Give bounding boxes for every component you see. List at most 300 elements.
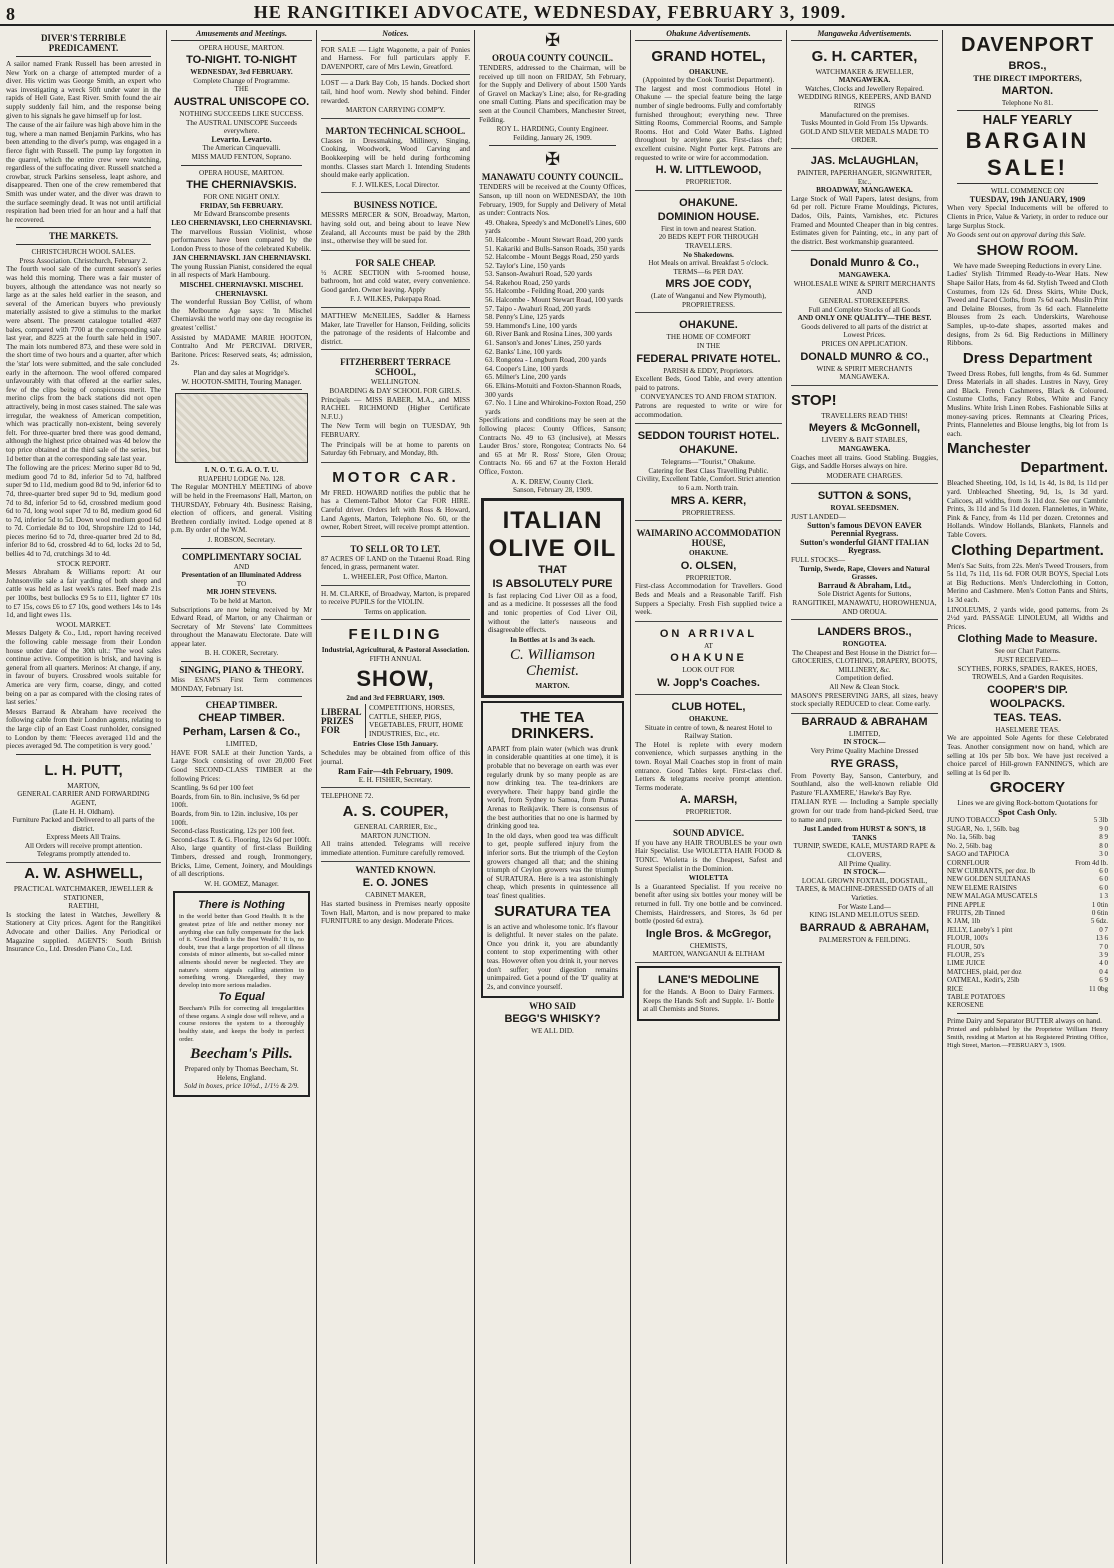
subscriptions-paragraph: Subscriptions are now being received by Mr Edward Read, of Marton, or any Chairman or Secretary of Mr Stevens' late Committees throughout the Manawatu Electorate. Date will appear later. <box>171 605 312 648</box>
stevens-name: MR JOHN STEVENS. <box>206 588 277 597</box>
oroua-heading: OROUA COUNTY COUNCIL. <box>492 53 613 63</box>
friday-date: FRIDAY, 5th FEBRUARY. <box>200 201 283 210</box>
sound-advice: SOUND ADVICE. <box>672 827 744 838</box>
contract-item: 66. Elkins-Motuiti and Foxton-Shannon Roads, 300 yards <box>485 382 622 399</box>
wine-merchants: WINE & SPIRIT MERCHANTS <box>816 364 913 373</box>
mclaughlan-trade: PAINTER, PAPERHANGER, SIGNWRITER, Etc., <box>797 168 932 186</box>
coker-signature: B. H. COKER, Secretary. <box>204 649 279 658</box>
barraud-name: Barraud & Abraham, Ltd., <box>818 580 911 590</box>
grocery-item <box>947 901 1108 909</box>
wioletta-ad <box>635 823 782 963</box>
manchester-items: Bleached Sheeting, 10d, 1s 1d, 1s 4d, 1s 8d, 1s 11d per yard. Unbleached Sheeting, 9d, 1s, 1s 3d yard. Calicoes, all widths, from 3s 11d doz. See our Cambric Prints, 3s 11d and 5s 11d dozen. Flannelettes, in White, Pink & Fancy, from 4s 11d per dozen. Cretonnes and Hollands. Window Hollands, Blankets, Flannels and Table Covers. <box>947 479 1108 539</box>
contract-item: 55. Halcombe - Feilding Road, 200 yards <box>485 287 604 296</box>
grocery-item <box>947 976 1108 984</box>
manawatu-heading: MANAWATU COUNTY COUNCIL. <box>481 172 624 183</box>
rings-line: WEDDING RINGS, KEEPERS, AND BAND RINGS <box>797 93 932 110</box>
schedules: Schedules may be obtained from office of this journal. <box>321 749 470 766</box>
opera-house-heading: OPERA HOUSE, MARTON. <box>199 168 284 177</box>
grocery-item <box>947 816 1108 824</box>
lanes-ad <box>637 966 780 1021</box>
principals: Principals — MISS BABER, M.A., and MISS RACHEL RICHMOND (Higher Certificate N.F.U.) <box>321 395 470 421</box>
travellers: TRAVELLERS READ THIS! <box>821 411 908 420</box>
diver-paragraph: A sailor named Frank Russell has been arrested in New York on a charge of attempted murder of a diver. His victim was George Smith, an expert who was investigating a wreck 50ft under water in the rapids of Hell Gate, East River. Smith found the air supply suddenly fail him, and the response being given to his signals he gave himself up for lost. <box>6 60 161 120</box>
sole-agents: Sole District Agents for Suttons, <box>817 590 912 599</box>
putt-town: MARTON, <box>67 781 100 790</box>
nothing-heading: There is Nothing <box>198 899 285 912</box>
sound-paragraph: If you have any HAIR TROUBLES be your own Hair Specialist. Use WIOLETTA HAIR FOOD & TONIC. Wioletta is the Cheapest, Safest and Surest Specialist in the Dominion. <box>635 838 782 873</box>
club-situation: Situate in centre of town, & nearest Hotel to Railway Station. <box>644 723 773 741</box>
crest-icon: ✠ <box>544 149 561 170</box>
grocery-item-price: 6 0 <box>1099 883 1108 892</box>
melilotus: KING ISLAND MELILOTUS SEED. <box>809 911 920 920</box>
groceries-line: GROCERIES, CLOTHING, DRAPERY, BOOTS, MILLINERY, &c. <box>791 657 938 674</box>
grocery-item <box>947 825 1108 833</box>
mclaughlan-paragraph: Large Stock of Wall Papers, latest designs, from 6d per roll. Picture Frame Mouldings, Pictures, Dados, Oils, Paints, Varnishes, etc. Pictures Framed and Mounted Cheaper than in big centres. Estimates given for Painting, etc., in any part of the district. Best workmanship guaranteed. <box>791 194 938 246</box>
italian-heading: ITALIAN <box>502 506 603 534</box>
broadway-label: BROADWAY, MANGAWEKA. <box>816 186 913 195</box>
show-notice <box>321 622 470 788</box>
drew-date: Sanson, February 28, 1909. <box>512 486 593 495</box>
beecham-logo: Beecham's Pills. <box>190 1046 293 1063</box>
held-at: To be held at Marton. <box>210 596 273 605</box>
williamson-town: MARTON. <box>535 682 570 691</box>
lodge-emblem-illustration <box>175 393 308 463</box>
sale-notice <box>321 253 470 308</box>
grocery-item-price: 3 9 <box>1099 950 1108 959</box>
technical-school-notice <box>321 121 470 194</box>
grocery-item <box>947 884 1108 892</box>
in-the-label: IN THE <box>696 342 721 351</box>
made-to-measure: Clothing Made to Measure. <box>957 633 1098 646</box>
grocery-list <box>947 816 1108 1009</box>
moderate-charges: MODERATE CHARGES. <box>826 471 903 480</box>
crest-icon: ✠ <box>544 30 561 50</box>
rongotea-label: RONGOTEA. <box>842 640 887 649</box>
grocery-item-price: 11 0bg <box>1089 984 1108 993</box>
ashwell-trade: PRACTICAL WATCHMAKER, JEWELLER & STATIONER, <box>13 885 154 902</box>
column-mangaweka <box>787 30 942 1564</box>
royal-seedsmen: ROYAL SEEDSMEN. <box>830 504 899 513</box>
motor-car-paragraph: Mr FRED. HOWARD notifies the public that he has a Clement-Talbot Motor Car FOR HIRE. Careful driver. Orders left with Ross & Howard, Land Agents, Marton, Telephone No. 60, or the owner, Robert Street, will receive prompt attention. <box>321 488 470 532</box>
grocery-item <box>947 850 1108 858</box>
rye-grass: RYE GRASS, <box>830 757 899 770</box>
column-amusements <box>167 30 316 1564</box>
tea-ad <box>481 701 624 998</box>
rye-quality: Very Prime Quality Machine Dressed <box>810 747 919 756</box>
to-equal-heading: To Equal <box>218 991 265 1004</box>
carrying-co: MARTON CARRYING COMP'Y. <box>345 106 446 115</box>
lodge-name: RUAPEHU LODGE No. 128. <box>198 474 285 483</box>
italian-rye: ITALIAN RYE — Including a Sample specially grown for our trade from hand-picked Seed, true to name and pure. <box>791 798 938 824</box>
that-label: THAT <box>538 563 567 576</box>
grocery-item-name: SAGO and TAPIOCA <box>947 850 1010 859</box>
lodge-paragraph: The Regular MONTHLY MEETING of above will be held in the Freemasons' Hall, Marton, on THURSDAY, February 4th. Business: Raising, election of officers, and general. Visiting Brethren cordially invited. Lodge opened at 8 p.m. By order of the W.M. <box>171 483 312 535</box>
direct-importers: THE DIRECT IMPORTERS, <box>973 73 1082 83</box>
grocery-item-name: NEW GOLDEN SULTANAS <box>947 875 1031 884</box>
federal-paragraph: Patrons are requested to write or wire for accommodation. <box>635 402 782 419</box>
bargain-heading: BARGAIN <box>965 128 1090 154</box>
we-all-did: WE ALL DID. <box>531 1027 574 1036</box>
coopers-dip: COOPER'S DIP. <box>987 683 1068 696</box>
amusements-section-head: Amusements and Meetings. <box>171 30 312 41</box>
davenport-heading: DAVENPORT <box>960 34 1095 56</box>
grocery-item-price: 8 9 <box>1099 833 1108 842</box>
grocery-item-name: NEW ELEME RAISINS <box>947 883 1017 892</box>
ohakune-label: OHAKUNE <box>670 652 747 665</box>
grocery-item-name: NEW MALAGA MUSCATELS <box>947 892 1038 901</box>
first-in-town: First in town and nearest Station. <box>660 224 757 233</box>
grocery-item-price: 13 6 <box>1095 934 1108 943</box>
linoleum: LINOLEUMS, 2 yards wide, good patterns, from 2s 2½d yard. PASSAGE LINOLEUM, all Widths and Prices. <box>947 605 1108 631</box>
grocery-item-name: OATMEAL, Kedit's, 25lb <box>947 976 1020 985</box>
programme-change: Complete Change of Programme. <box>193 76 290 85</box>
entries-close: Entries Close 15th January. <box>352 740 439 749</box>
mclaughlan-name: JAS. McLAUGHLAN, <box>810 154 919 167</box>
show-room-heading: SHOW ROOM. <box>976 241 1079 259</box>
grocery-item-name: JUNO TOBACCO <box>947 816 1000 825</box>
fisher-signature: E. H. FISHER, Secretary. <box>358 775 433 784</box>
carter-trade: WATCHMAKER & JEWELLER, <box>815 67 914 76</box>
marton-label: MARTON. <box>1001 84 1054 97</box>
jopp-coaches: W. Jopp's Coaches. <box>657 676 760 689</box>
opera-house-heading: OPERA HOUSE, MARTON. <box>199 43 284 52</box>
ashwell-paragraph: Is stocking the latest in Watches, Jewellery & Stationery at City prices. Agent for the Rangitikei Advocate and other Dailies. Any Periodical or Magazine supplied. AGENTS: South British Insurance Co., Ltd. Dresden Piano Co., Ltd. <box>6 910 161 954</box>
federal-hotel-ad <box>635 315 782 424</box>
contract-item: 52. Halcombe - Mount Beggs Road, 250 yards <box>485 253 619 262</box>
all-prime: All Prime Quality. <box>838 859 891 868</box>
grocery-item-price: 6 0 <box>1099 866 1108 875</box>
austral-slogan: NOTHING SUCCEEDS LIKE SUCCESS. <box>179 109 304 118</box>
ram-fair: Ram Fair—4th February, 1909. <box>338 766 453 777</box>
imprint: Printed and published by the Proprietor William Henry Smith, residing at Marton at his Registered Printing Office, High Street, Marton.—FEBRUARY 3, 1909. <box>947 1026 1108 1049</box>
full-stocks: Full and Complete Stocks of all Goods <box>808 305 921 314</box>
grocery-item-name: KEROSENE <box>947 1001 984 1010</box>
ashwell-town: RAETIHI, <box>68 902 99 911</box>
wilkes-signature: F. J. WILKES, Local Director. <box>351 180 440 189</box>
grocery-item <box>947 1001 1108 1009</box>
putt-trade: GENERAL CARRIER AND FORWARDING AGENT, <box>17 790 150 807</box>
suratura-heading: SURATURA TEA <box>494 902 611 920</box>
wioletta-heading: WIOLETTA <box>688 874 729 883</box>
federal-heading: FEDERAL PRIVATE HOTEL. <box>636 352 781 365</box>
kerr-name: MRS A. KERR, <box>670 494 747 507</box>
and-label: AND <box>856 288 873 297</box>
mangaweka-label: MANGAWEKA. <box>838 445 891 453</box>
barraud-heading: BARRAUD & ABRAHAM, <box>799 921 930 934</box>
violin-paragraph: H. M. CLARKE, of Broadway, Marton, is prepared to receive PUPILS for the VIOLIN. <box>321 589 470 607</box>
munro-name: Donald Munro & Co., <box>810 257 919 270</box>
federal-paragraph: Excellent Beds, Good Table, and every attention paid to patrons. <box>635 375 782 392</box>
manawatu-paragraph: TENDERS will be received at the County Offices, Sanson, up till noon on WEDNESDAY, the 10th February, 1909, for Supply and Delivery of Metal as under: Contracts Nos. <box>479 183 626 218</box>
wagonette-notice: FOR SALE — Light Wagonette, a pair of Ponies and Harness. For full particulars apply F. DAVENPORT, care of Mrs Lewin, Greatford. <box>321 44 470 76</box>
business-notice <box>321 195 470 250</box>
turnip-line: Turnip, Swede, Rape, Clovers and Natural Grasses. <box>799 564 930 582</box>
tea-heading: THE TEA DRINKERS. <box>511 708 594 742</box>
medals: GOLD AND SILVER MEDALS MADE TO ORDER. <box>800 127 929 145</box>
to-label: TO <box>236 579 247 588</box>
grocery-item-price: 7 0 <box>1099 942 1108 951</box>
beds-line: 20 BEDS KEPT FOR THROUGH TRAVELLERS. <box>658 233 759 250</box>
grocery-item <box>947 917 1108 925</box>
contract-item: 53. Sanson-Awahuri Road, 520 yards <box>485 270 593 279</box>
cheapest-house: The Cheapest and Best House in the District for— <box>792 648 937 657</box>
munro-name: DONALD MUNRO & CO., <box>800 350 929 363</box>
markets-headline: THE MARKETS. <box>48 231 118 242</box>
olsen-name: O. OLSEN, <box>680 559 737 572</box>
look-out: LOOK OUT FOR <box>682 666 735 675</box>
plan-line: Plan and day sales at Mogridge's. <box>193 369 290 377</box>
grocery-item-price: 8 0 <box>1099 841 1108 850</box>
press-dateline: Press Association. Christchurch, February 2. <box>19 256 148 265</box>
beecham-paragraph: Beecham's Pills for correcting all irregularities of these organs. A single dose will relieve, and a course restores the system to a thoroughly healthy state, and keeps the body in perfect order. <box>179 1005 304 1043</box>
goods-delivered: Goods delivered to all parts of the district at Lowest Prices. <box>801 322 928 340</box>
williamson-signature: C. Williamson Chemist. <box>509 647 595 680</box>
business-heading: BUSINESS NOTICE. <box>353 200 438 211</box>
parish-eddy: PARISH & EDDY, Proprietors. <box>663 366 754 375</box>
oroua-paragraph: TENDERS, addressed to the Chairman, will be received up till noon on FRIDAY, 5th February, for the Supply and Delivery of about 1500 Yards of Gravel on Mackay's Line; also, for Re-grading one small Cutting. Plans and specification may be seen at the Council Chambers, Manchester Street, Feilding. <box>479 64 626 124</box>
grand-hotel-heading: GRAND HOTEL, <box>651 47 766 65</box>
grocery-item <box>947 951 1108 959</box>
column-davenport <box>943 30 1112 1564</box>
fifth-annual: FIFTH ANNUAL <box>369 654 422 663</box>
manufactured: Manufactured on the premises. <box>819 110 909 119</box>
school-town: WELLINGTON. <box>370 378 421 387</box>
beggs-whisky: BEGG'S WHISKY? <box>504 1013 601 1026</box>
ingle-name: Ingle Bros. & McGregor, <box>645 927 772 940</box>
department-heading: Department. <box>1020 459 1108 477</box>
club-hotel-ad <box>635 697 782 821</box>
limited-label: LIMITED, <box>848 729 881 738</box>
harding-signature: ROY L. HARDING, County Engineer. <box>496 125 609 134</box>
grocery-item <box>947 892 1108 900</box>
meyers-ad <box>791 388 938 485</box>
grocery-item <box>947 867 1108 875</box>
perham-paragraph: HAVE FOR SALE at their Junction Yards, a Large Stock consisting of over 20,000 Feet Good SECOND-CLASS TIMBER at the following Prices: <box>171 748 312 783</box>
wool-market-headline: WOOL MARKET. <box>56 620 111 629</box>
cherniavskis-heading: THE CHERNIAVSKIS. <box>186 179 297 192</box>
grocery-item-name: RICE <box>947 984 963 993</box>
austral-uniscope: AUSTRAL UNISCOPE CO. <box>173 95 310 108</box>
proprietor-label: PROPRIETOR. <box>685 573 732 582</box>
sutton-ad <box>791 486 938 620</box>
giant-italian: Sutton's wonderful GIANT ITALIAN Ryegrass. <box>800 537 929 556</box>
masthead <box>0 0 1114 26</box>
carter-repairs: Watches, Clocks and Jewellery Repaired. <box>805 84 924 93</box>
putt-orders: All Orders will receive prompt attention. <box>24 841 143 850</box>
grocery-item-price: 5 3lb <box>1093 816 1108 825</box>
chemists-label: CHEMISTS, <box>689 941 728 950</box>
prices-application: PRICES ON APPLICATION. <box>821 340 908 349</box>
lodge-secretary: J. ROBSON, Secretary. <box>207 535 276 544</box>
grocery-item-name: FRUITS, 2lb Tinned <box>947 908 1005 917</box>
presentation-heading: Presentation of an Illuminated Address <box>181 571 302 580</box>
mangaweka-label: MANGAWEKA. <box>838 76 891 85</box>
mischel-description: The wonderful Russian Boy 'Cellist, of whom the Melbourne Age says: 'In Mischel Cherniavski the world may one day recognise its greatest 'cellist.' <box>171 298 312 333</box>
sold-line: Sold in boxes, price 10½d., 1/1½ & 2/9. <box>184 1082 299 1091</box>
barraud-heading: BARRAUD & ABRAHAM <box>801 715 928 728</box>
mischel-name: MISCHEL CHERNIAVSKI. MISCHEL CHERNIAVSKI. <box>179 281 304 298</box>
cheap-timber-heading: CHEAP TIMBER. <box>205 700 278 711</box>
grocery-item-price: 6 0 <box>1099 875 1108 884</box>
olive-paragraph: Is fast replacing Cod Liver Oil as a food, and as a medicine. It possesses all the food and tonic properties of Cod Liver Oil, without the latter's nauseous and disagreeable effects. <box>488 591 617 635</box>
livery: LIVERY & BAIT STABLES, <box>821 436 908 445</box>
grand-hotel-ad <box>635 44 782 191</box>
wool-market-paragraph: Messrs Dalgety & Co., Ltd., report having received the following cable message from their London house under date of the 30th ult.: 'The wool sales continue active. Competition is brisk, and having is general from all quarters. Merinos: At change, if any, in favour of buyers. Crossbred wools suitable for America are very firm, coarse, dingy, and cotted being on a par as compared with the closing rates of last series.' <box>6 629 161 707</box>
general-storekeepers: GENERAL STOREKEEPERS. <box>819 297 910 306</box>
competition: Competition defied. <box>835 674 894 683</box>
technical-school-paragraph: Classes in Dressmaking, Millinery, Singing, Cooking, Woodwork, Wood Carving and Bookkeeping will be held during forthcoming months. Classes start March 1. Intending Students should make early application. <box>321 136 470 180</box>
proprietress-label: PROPRIETRESS. <box>682 300 735 309</box>
dominion-heading: DOMINION HOUSE. <box>657 210 760 223</box>
sweeping-reductions: We have made Sweeping Reductions in every Line. <box>953 261 1102 270</box>
contract-item: 67. No. 1 Line and Whirokino-Foxton Road, 250 yards <box>485 399 626 416</box>
motor-car-notice <box>321 465 470 537</box>
grocery-item-name: CORNFLOUR <box>947 858 990 867</box>
seddon-hotel-ad <box>635 426 782 521</box>
grocery-item <box>947 993 1108 1001</box>
grocery-item <box>947 909 1108 917</box>
contract-list <box>479 219 626 417</box>
grocery-item-price: 4 0 <box>1099 959 1108 968</box>
grocery-item-name: FLOUR, 100's <box>947 934 988 943</box>
cinquevalli: The American Cinquevalli. <box>202 144 281 153</box>
grocery-item-price: 0 7 <box>1099 925 1108 934</box>
grocery-item-price: 6 9 <box>1099 976 1108 985</box>
wilkes-signature: F. J. WILKES, Pukepapa Road. <box>350 295 441 304</box>
sale-heading: SALE! <box>987 155 1068 181</box>
couper-trade: GENERAL CARRIER, Etc., <box>354 823 437 832</box>
contract-item: 62. Banks' Line, 100 yards <box>485 347 562 356</box>
grocery-item-name: NEW CURRANTS, per doz. lb <box>947 866 1036 875</box>
waimarino-ad <box>635 523 782 622</box>
jones-trade: CABINET MAKER, <box>365 891 426 900</box>
show-heading: SHOW, <box>356 665 435 691</box>
manchester-heading: Manchester <box>947 440 1031 458</box>
dress-items: Tweed Dress Robes, full lengths, from 4s 6d. Summer Dress Materials in all shades. Lustres in Navy, Grey and Black. French Cashmeres, Black & Coloured. Costume Cloths, Fancy Robes, White and Fancy Muslins. White Irish Linen Robes. Fashionable Silks at money-saving prices. Remnants at Clearing Prices, Prints, Flannelettes and Blouse lengths, big lot from 1s each. <box>947 369 1108 438</box>
leo-name: LEO CHERNIAVSKI, LEO CHERNIAVSKI. <box>171 218 312 227</box>
perham-paragraph: Also, large quantity of first-class Building Timbers, dressed and rough, Ironmongery, Bricks, Lime, Cement, Joinery, and Mouldings of all descriptions. <box>171 844 312 879</box>
grocery-item-name: No. 1a, 56lb. bag <box>947 833 996 842</box>
landers-name: LANDERS BROS., <box>817 626 912 639</box>
grocery-item <box>947 943 1108 951</box>
and-label: AND <box>233 562 250 571</box>
ohakune-label: OHAKUNE. <box>689 714 728 723</box>
grocery-item-price: 1 0tin <box>1091 900 1108 909</box>
dress-heading: Dress Department <box>962 349 1093 367</box>
contract-item: 54. Rakehou Road, 250 yards <box>485 278 571 287</box>
grocery-item-name: LIME JUICE <box>947 959 985 968</box>
social-heading: COMPLIMENTARY SOCIAL <box>182 551 301 562</box>
grocery-item-price: 0 6tin <box>1091 908 1108 917</box>
fenton: MISS MAUD FENTON, Soprano. <box>191 152 292 161</box>
just-landed-tanks: Just Landed from HURST & SON'S, 18 TANKS <box>803 825 926 842</box>
timber-price: Second-class T. & G. Flooring, 12s 6d per 100ft. <box>171 835 311 844</box>
conveyances: CONVEYANCES TO AND FROM STATION. <box>640 393 777 402</box>
gomez-signature: W. H. GOMEZ, Manager. <box>204 879 279 888</box>
ohakune-label: OHAKUNE. <box>679 319 738 332</box>
mangaweka-label: MANGAWEKA. <box>839 373 890 382</box>
on-arrival: ON ARRIVAL <box>659 627 758 640</box>
seddon-telegrams: Telegrams—"Tourist," Ohakune. <box>661 458 756 467</box>
olive-oil-ad <box>481 498 624 698</box>
one-night: FOR ONE NIGHT ONLY. <box>203 193 280 202</box>
esam-paragraph: Miss ESAM'S First Term commences MONDAY, February 1st. <box>171 676 312 693</box>
grocery-item-price: 9 0 <box>1099 824 1108 833</box>
dominion-house-ad <box>635 193 782 314</box>
notices-section-head: Notices. <box>321 30 470 41</box>
seddon-heading: SEDDON TOURIST HOTEL. <box>637 430 780 443</box>
contract-item: 65. Milner's Line, 200 yards <box>485 373 567 382</box>
the-label: THE <box>234 85 249 94</box>
land-heading: TO SELL OR TO LET. <box>350 543 441 554</box>
sale-heading: FOR SALE CHEAP. <box>355 257 436 268</box>
contract-item: 50. Halcombe - Mount Stewart Road, 200 yards <box>485 235 623 244</box>
munro-ad <box>791 253 938 386</box>
teas-paragraph: We are appointed Sole Agents for these Celebrated Teas. Another consignment now on hand, which are selling at 10s per 5lb box. We have just received a choice parcel of Hill-grown FANNING'S, which are selling at 1s 6d per lb. <box>947 734 1108 777</box>
landers-ad <box>791 622 938 714</box>
waste-land: For Waste Land— <box>838 902 891 911</box>
violin-terms: Terms on application. <box>364 607 427 616</box>
ohakune-label: OHAKUNE. <box>689 67 728 76</box>
land-notice <box>321 539 470 586</box>
contract-item: 60. River Bank and Rosina Lines, 300 yards <box>485 330 613 339</box>
putt-express: Express Meets All Trains. <box>46 833 121 842</box>
stock-paragraph: Messrs Abraham & Williams report: At our Johnsonville sale a fair yarding of both sheep and cattle was held as last week's rates. Beef made 21s per 100lbs, best bullocks £9 5s to £11, lighter £7 10s to £7 15s, cows £6 to £7 10s, good wethers 14s to 14s 1d, and light ewes 11s. <box>6 568 161 620</box>
timber-price: Boards, from 9in. to 12in. inclusive, 10s per 100ft. <box>171 810 298 827</box>
show-room-items: Ladies' Stylish Trimmed Ready-to-Wear Hats. New Shape Sailor Hats, from 4s 6d. Stylish Tweed and Cloth Costumes, from 12s 6d. Dress Skirts, White Duck, Tweed and Faced Cloths, from 7s 6d each. Muslin Print and Delaine Blouses, from 3s 6d each. Flannelette Blouses from 2s each. Underskirts, Warehouse Samples, up-to-date shapes, assorted makes and designs, from 2s 6d. Big Reductions in Millinery Ribbons. <box>947 270 1108 348</box>
grocery-item-price: 0 4 <box>1099 967 1108 976</box>
couper-name: A. S. COUPER, <box>342 803 449 821</box>
grocery-item-name: FLOUR, 25's <box>947 950 985 959</box>
sale-paragraph: ½ ACRE SECTION with 5-roomed house, bathroom, hot and cold water, every convenience. Good garden. Owner leaving. Apply <box>321 268 470 294</box>
hooton-signature: W. HOOTON-SMITH, Touring Manager. <box>181 377 302 386</box>
grocery-item-price: 5 6dz. <box>1090 917 1108 926</box>
putt-late: (Late H. H. Oldham). <box>52 807 115 816</box>
grand-paragraph: The largest and most commodious Hotel in Ohakune — the special feature being the large number of single bedrooms. Fully and comfortably furnished throughout; everything new. Three Sitting Rooms, Commercial Rooms, and Sample Rooms. Hot and Cold Water Baths. Lighted throughout by acetylene gas. First-class chef; excellent cuisine. Night Porter kept. Patrons are requested to write or wire for accommodation. <box>635 84 782 162</box>
proprietor-label: PROPRIETOR. <box>685 178 732 187</box>
grocery-item-name: JELLY, Laneby's 1 pint <box>947 925 1013 934</box>
grocery-item <box>947 859 1108 867</box>
land-paragraph: 87 ACRES OF LAND on the Tutaenui Road. Ring fenced, in grass, permanent water. <box>321 554 470 572</box>
no-shakedowns: No Shakedowns. <box>683 250 734 259</box>
ashwell-name: A. W. ASHWELL, <box>24 865 143 883</box>
grocery-item <box>947 968 1108 976</box>
column-news <box>2 30 165 1564</box>
ohakune-label: OHAKUNE. <box>679 196 738 209</box>
sale-date: TUESDAY, 19th JANUARY, 1909 <box>969 194 1086 204</box>
contract-item: 52. Taylor's Line, 150 yards <box>485 261 566 270</box>
term-start: The New Term will begin on TUESDAY, 9th FEBRUARY. <box>321 422 470 439</box>
couper-paragraph: All trains attended. Telegrams will receive immediate attention. Furniture carefully removed. <box>321 840 470 857</box>
palmerston-feilding: PALMERSTON & FEILDING. <box>818 935 911 944</box>
bottles-line: In Bottles at 1s and 3s each. <box>510 635 595 644</box>
just-received: JUST RECEIVED— <box>997 655 1058 664</box>
carter-ad <box>791 44 938 149</box>
grocery-item <box>947 934 1108 942</box>
grocery-item <box>947 842 1108 850</box>
wool-sales-headline: CHRISTCHURCH WOOL SALES. <box>31 248 136 257</box>
show-date: 2nd and 3rd FEBRUARY, 1909. <box>346 693 445 702</box>
leo-description: The marvellous Russian Violinist, whose performances have been compared by the London Press to those of the celebrated Kubelik. <box>171 227 312 253</box>
harding-date: Feilding, January 26, 1909. <box>513 133 592 142</box>
wanted-heading: WANTED KNOWN. <box>355 865 436 876</box>
haselmere: HASELMERE TEAS. <box>995 725 1060 734</box>
contract-item: 57. Taipo - Awahuri Road, 200 yards <box>485 304 591 313</box>
devon-eaver: Sutton's famous DEVON EAVER Perennial Ryegrass. <box>807 520 922 539</box>
meyers-paragraph: Coaches meet all trains. Good Stabling. Buggies, Gigs, and Saddle Horses always on hire. <box>791 453 938 471</box>
saddler-notice: MATTHEW McNEILIES, Saddler & Harness Maker, late Traveller for Hanson, Feilding, solicits the patronage of the residents of Halcombe and district. <box>321 310 470 350</box>
home-of-comfort: THE HOME OF COMFORT <box>666 333 751 342</box>
